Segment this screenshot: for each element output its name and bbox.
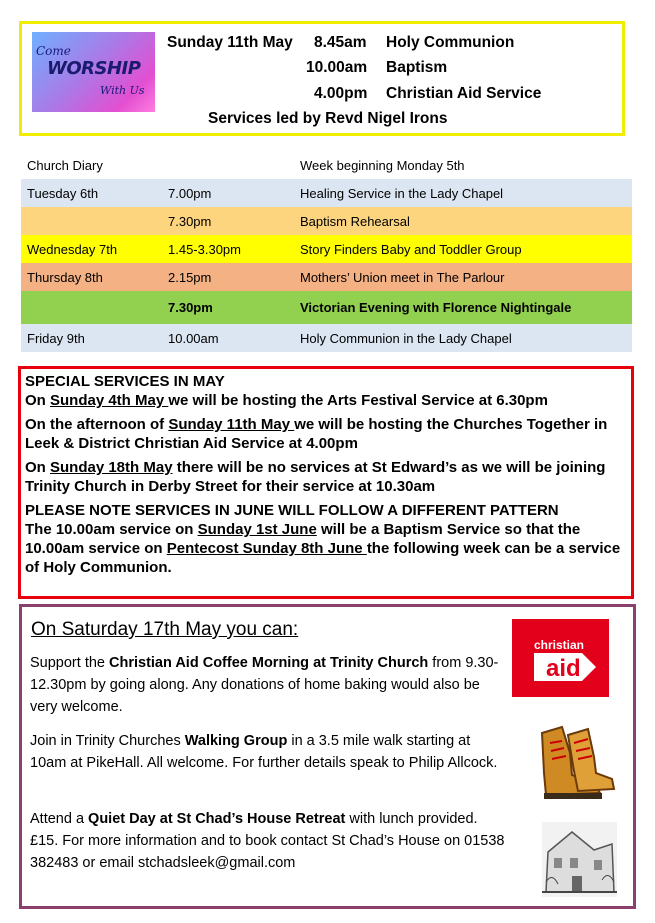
diary-time: 2.15pm xyxy=(168,270,212,285)
service-day: Sunday 11th May xyxy=(167,34,293,51)
church-diary-table xyxy=(21,151,632,352)
activity-quiet-day: Attend a Quiet Day at St Chad’s House Retreat with lunch provided. £15. For more information and to book contact St Chad’s House on 01538 382483 or email stchadsleek@gmail.com xyxy=(30,811,505,871)
svg-text:christian: christian xyxy=(534,638,585,652)
diary-time: 7.30pm xyxy=(168,214,212,229)
diary-row xyxy=(21,179,632,207)
service-name-3: Christian Aid Service xyxy=(386,85,542,102)
diary-event: Holy Communion in the Lady Chapel xyxy=(300,331,512,346)
christian-aid-logo xyxy=(512,619,609,697)
activity-coffee-morning: Support the Christian Aid Coffee Morning at Trinity Church from 9.30-12.30pm by going along. Any donations of home baking would also be very welcome. xyxy=(30,655,499,715)
diary-day: Wednesday 7th xyxy=(27,242,118,257)
logo-come-text: Come xyxy=(36,44,71,58)
come-worship-logo xyxy=(32,32,155,112)
special-para-3: On Sunday 18th May there will be no services at St Edward’s as we will be joining Trinity Church in Derby Street for their service at 10.30am xyxy=(25,459,606,495)
diary-day: Tuesday 6th xyxy=(27,186,99,201)
activity-walking-group: Join in Trinity Churches Walking Group in a 3.5 mile walk starting at 10am at PikeHall. All welcome. For further details speak to Philip Allcock. xyxy=(30,733,498,771)
diary-time: 7.30pm xyxy=(168,300,213,315)
special-para-1: On Sunday 4th May we will be hosting the Arts Festival Service at 6.30pm xyxy=(25,392,548,409)
diary-row xyxy=(21,235,632,263)
diary-event: Week beginning Monday 5th xyxy=(300,158,465,173)
diary-time: 10.00am xyxy=(168,331,219,346)
diary-time: 7.00pm xyxy=(168,186,212,201)
hiking-boots-icon xyxy=(532,713,617,803)
june-note-heading: PLEASE NOTE SERVICES IN JUNE WILL FOLLOW A DIFFERENT PATTERN xyxy=(25,502,559,519)
st-chads-house-sketch xyxy=(542,822,617,897)
diary-event: Mothers’ Union meet in The Parlour xyxy=(300,270,505,285)
service-time-1: 8.45am xyxy=(314,34,367,51)
svg-text:aid: aid xyxy=(546,655,581,682)
service-name-1: Holy Communion xyxy=(386,34,515,51)
special-para-4: The 10.00am service on Sunday 1st June will be a Baptism Service so that the 10.00am service on Pentecost Sunday 8th June the following week can be a service of Holy Communion. xyxy=(25,521,621,576)
logo-with-us-text: With Us xyxy=(100,84,145,97)
diary-time: 1.45-3.30pm xyxy=(168,242,241,257)
services-led-by: Services led by Revd Nigel Irons xyxy=(208,110,448,127)
diary-event: Healing Service in the Lady Chapel xyxy=(300,186,504,201)
diary-event: Baptism Rehearsal xyxy=(300,214,410,229)
diary-event: Victorian Evening with Florence Nightingale xyxy=(300,300,572,315)
service-name-2: Baptism xyxy=(386,59,448,76)
special-para-2: On the afternoon of Sunday 11th May we will be hosting the Churches Together in Leek & District Christian Aid Service at 4.00pm xyxy=(25,416,608,452)
service-time-2: 10.00am xyxy=(306,59,368,76)
special-services-box xyxy=(18,366,634,599)
diary-row xyxy=(21,207,632,235)
diary-row xyxy=(21,324,632,352)
diary-row xyxy=(21,263,632,291)
saturday-activities-box xyxy=(19,604,636,909)
special-services-heading: SPECIAL SERVICES IN MAY xyxy=(25,373,225,390)
service-time-3: 4.00pm xyxy=(314,85,368,102)
diary-event: Story Finders Baby and Toddler Group xyxy=(300,242,522,257)
diary-day: Friday 9th xyxy=(27,331,85,346)
diary-row xyxy=(21,291,632,324)
worship-services-box xyxy=(19,21,625,136)
diary-day: Church Diary xyxy=(27,158,103,173)
diary-row xyxy=(21,151,632,179)
diary-day: Thursday 8th xyxy=(27,270,103,285)
logo-worship-text: WORSHIP xyxy=(47,58,141,79)
saturday-title: On Saturday 17th May you can: xyxy=(31,619,299,640)
